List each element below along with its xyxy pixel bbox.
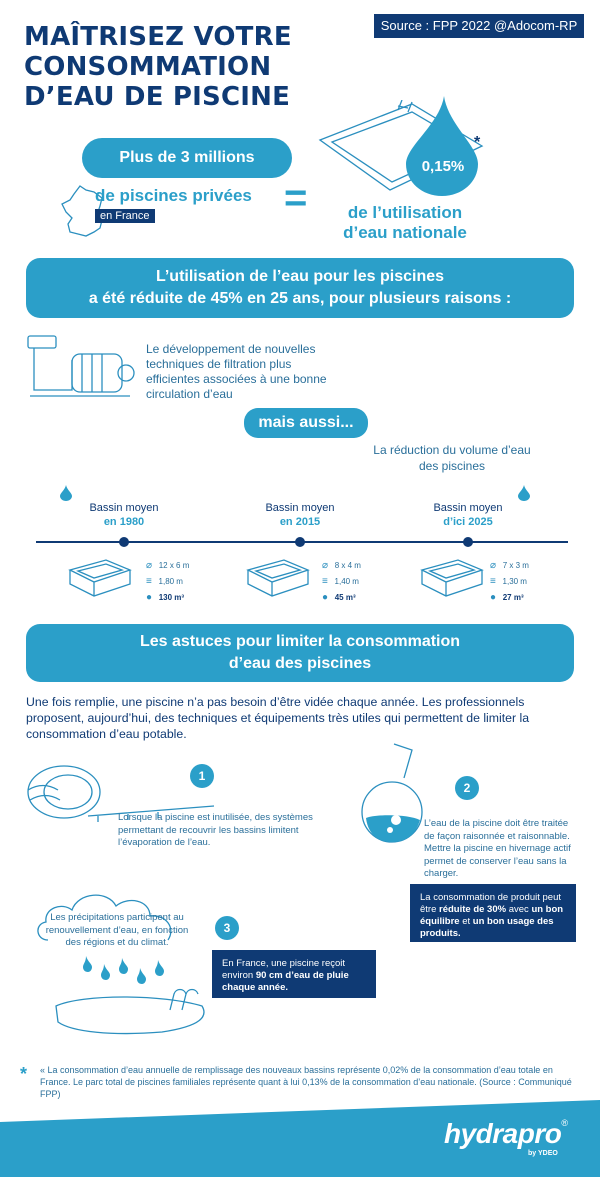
footnote-text: « La consommation d’eau annuelle de remplissage des nouveaux bassins représente 0,02% de la consommation d’eau totale en France. Le parc total de piscines familiales représente quant à lui 0,13% de la consommation d’eau nationale. (Source : Communiqué FPP) xyxy=(40,1065,572,1099)
tip-number-2: 2 xyxy=(455,776,479,800)
filtration-line-3: efficientes associées à une bonne xyxy=(146,372,327,386)
page-title xyxy=(24,22,344,112)
timeline-period: d’ici 2025 xyxy=(443,516,493,528)
pool-2015-icon xyxy=(244,556,312,598)
reduction-banner-line-1: L’utilisation de l’eau pour les piscines xyxy=(155,268,445,285)
timeline-label: Bassin moyen xyxy=(265,502,335,514)
timeline-period: en 2015 xyxy=(279,516,321,528)
spec-volume: ● 27 m³ xyxy=(490,592,524,603)
tip-3-left-line-2: renouvellement d’eau, en fonction xyxy=(45,924,189,936)
tip-1-line-2: permettant de recouvrir les bassins limitent xyxy=(118,824,299,836)
diameter-icon: ⌀ xyxy=(490,560,497,571)
brand-logo xyxy=(444,1118,568,1150)
tip-3-highlight-box: En France, une piscine reçoit environ 90 cm d’eau de pluie chaque année. xyxy=(212,950,376,998)
title-line-3: D’EAU DE PISCINE xyxy=(24,82,291,112)
drop-splash-left-icon xyxy=(58,484,74,502)
tips-banner-line-2: d’eau des piscines xyxy=(228,655,372,672)
tip-2-line-2: de façon raisonnée et raisonnable. xyxy=(424,830,570,842)
tip-3-left-text xyxy=(34,912,200,950)
filtration-line-1: Le développement de nouvelles xyxy=(146,342,316,356)
pump-icon xyxy=(22,330,140,406)
tip-2-line-3: Mettre la piscine en hivernage actif xyxy=(424,843,571,854)
tips-banner xyxy=(26,624,574,682)
brand-name: hydrapro xyxy=(444,1118,562,1149)
reduction-volume-line-2: des piscines xyxy=(418,459,486,473)
depth-icon: ≡ xyxy=(322,576,328,587)
tips-intro-text: Une fois remplie, une piscine n’a pas besoin d’être vidée chaque année. Les professionnels proposent, aujourd’hui, des techniques et équipements très utiles qui permettent de limiter la consommation d’eau potable. xyxy=(26,695,530,741)
private-pools-label: de piscines privées xyxy=(95,186,252,205)
pool-2015-specs xyxy=(322,558,361,606)
depth-icon: ≡ xyxy=(146,576,152,587)
spec-size: ⌀ 7 x 3 m xyxy=(490,560,529,571)
pool-1980-icon xyxy=(66,556,134,598)
tip-2-line-4: permet de conserver l’eau sans la xyxy=(424,855,567,867)
spec-depth: ≡ 1,80 m xyxy=(146,576,183,587)
filtration-line-4: circulation d’eau xyxy=(146,387,233,401)
tip-2-line-5: charger. xyxy=(424,868,459,879)
tip-2-text xyxy=(424,818,571,881)
tip-3-left-line-1: Les précipitations participent au xyxy=(50,912,184,923)
mais-aussi-pill: mais aussi... xyxy=(244,408,368,438)
drop-splash-right-icon xyxy=(516,484,532,502)
drop-icon: ● xyxy=(490,592,497,603)
tip-3-left-line-3: des régions et du climat. xyxy=(65,937,169,948)
brand-sub: by YDEO xyxy=(528,1150,558,1157)
timeline-dot xyxy=(119,537,129,547)
millions-pill: Plus de 3 millions xyxy=(82,138,292,178)
title-line-2: CONSOMMATION xyxy=(24,52,272,82)
pool-1980-specs xyxy=(146,558,189,606)
national-usage-line-1: de l’utilisation xyxy=(347,203,463,222)
pool-ladder-icon xyxy=(52,986,212,1038)
timeline-label: Bassin moyen xyxy=(433,502,503,514)
filtration-text xyxy=(146,342,327,402)
footnote-asterisk: * xyxy=(20,1064,28,1084)
diameter-icon: ⌀ xyxy=(146,560,153,571)
tip-1-line-1: Lorsque la piscine est inutilisée, des systèmes xyxy=(118,812,313,823)
filtration-line-2: techniques de filtration plus xyxy=(146,357,292,371)
tip-number-3: 3 xyxy=(215,916,239,940)
diameter-icon: ⌀ xyxy=(322,560,329,571)
pool-2025-specs xyxy=(490,558,529,606)
equals-sign: = xyxy=(284,176,308,220)
tip-1-text xyxy=(118,812,313,850)
spec-volume: ● 45 m³ xyxy=(322,592,356,603)
spec-depth: ≡ 1,40 m xyxy=(322,576,359,587)
source-badge: Source : FPP 2022 @Adocom-RP xyxy=(374,14,584,38)
timeline-label: Bassin moyen xyxy=(89,502,159,514)
timeline-period: en 1980 xyxy=(103,516,145,528)
water-drop-icon xyxy=(404,94,480,198)
drop-icon: ● xyxy=(146,592,153,603)
tips-banner-line-1: Les astuces pour limiter la consommation xyxy=(139,633,461,650)
asterisk-mark: * xyxy=(474,134,481,151)
national-usage-line-2: d’eau nationale xyxy=(343,223,467,242)
timeline-dot xyxy=(295,537,305,547)
in-france-tag: en France xyxy=(95,209,155,223)
reduction-banner xyxy=(26,258,574,318)
brand-registered: ® xyxy=(561,1118,568,1128)
percent-value: 0,15% xyxy=(421,158,465,175)
tip-2-line-1: L’eau de la piscine doit être traitée xyxy=(424,818,569,829)
timeline-dot xyxy=(463,537,473,547)
spec-size: ⌀ 12 x 6 m xyxy=(146,560,190,571)
drop-icon: ● xyxy=(322,592,329,603)
tip-number-1: 1 xyxy=(190,764,214,788)
reduction-volume-line-1: La réduction du volume d’eau xyxy=(373,443,531,457)
pool-2025-icon xyxy=(418,556,486,598)
depth-icon: ≡ xyxy=(490,576,496,587)
spec-size: ⌀ 8 x 4 m xyxy=(322,560,361,571)
spec-volume: ● 130 m³ xyxy=(146,592,185,603)
spec-depth: ≡ 1,30 m xyxy=(490,576,527,587)
title-line-1: MAÎTRISEZ VOTRE xyxy=(24,22,292,52)
reduction-volume-text xyxy=(372,442,532,474)
tip-1-line-3: l’évaporation de l’eau. xyxy=(118,837,211,848)
reduction-banner-line-2: a été réduite de 45% en 25 ans, pour plusieurs raisons : xyxy=(88,290,512,307)
tip-2-highlight-box: La consommation de produit peut être réduite de 30% avec un bon équilibre et un bon usage des produits. xyxy=(410,884,576,942)
